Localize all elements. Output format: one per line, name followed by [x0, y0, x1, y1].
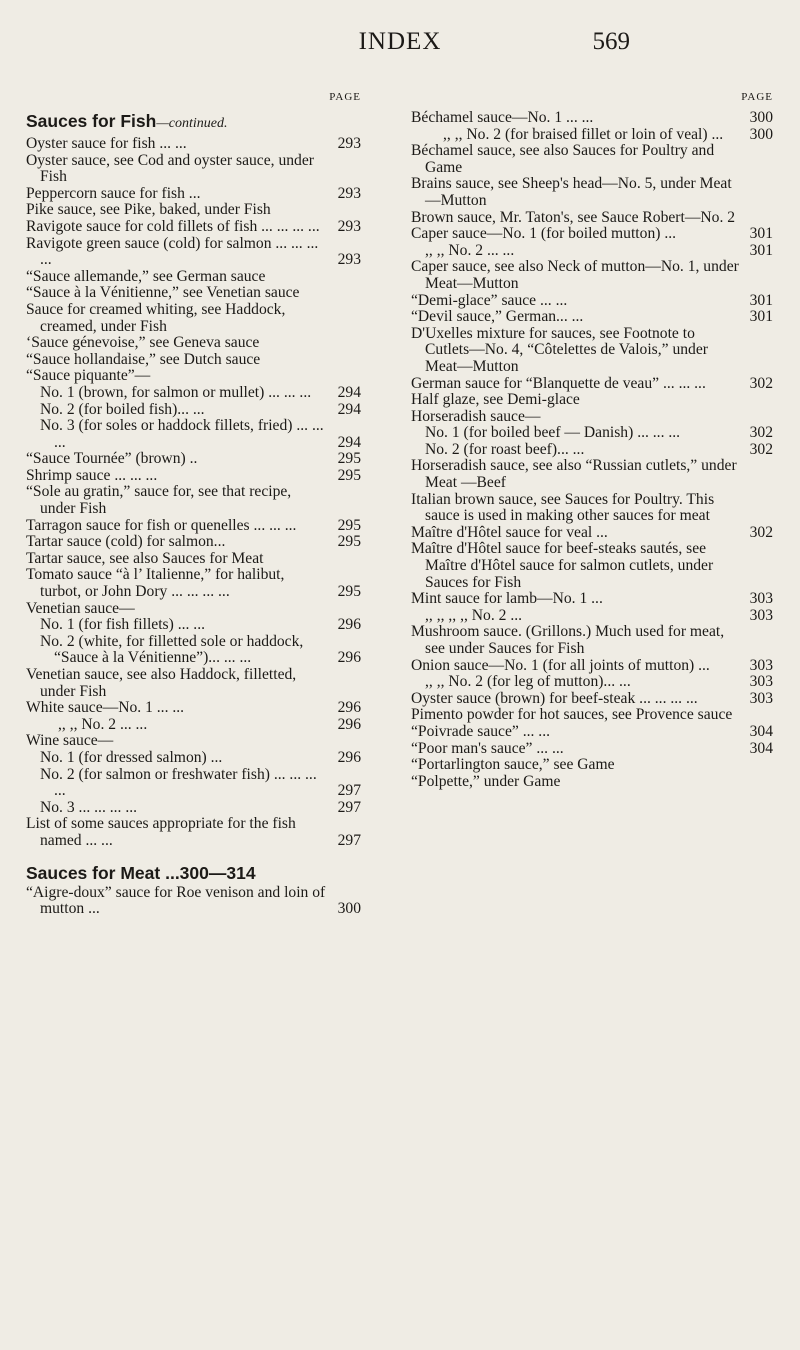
index-entry: [26, 667, 361, 700]
entry-text: ,, ,, No. 2 ... ...: [58, 715, 148, 733]
entry-text: Peppercorn sauce for fish ...: [26, 184, 201, 202]
index-entry: [411, 658, 773, 675]
entry-text: List of some sauces appropriate for the fish named ... ...: [26, 815, 296, 849]
entry-text: ‘Sauce génevoise,” see Geneva sauce: [26, 334, 260, 352]
entry-page: 297: [337, 782, 361, 800]
index-entry: [26, 885, 361, 918]
index-entry: [26, 385, 361, 402]
section-page-range: ...300—314: [165, 862, 256, 883]
entry-page: 296: [337, 748, 361, 766]
entry-page: 303: [749, 673, 773, 691]
index-entry: [26, 800, 361, 817]
entry-page: 293: [337, 135, 361, 152]
index-entry: [26, 285, 361, 302]
column-page-label: PAGE: [329, 91, 361, 103]
entry-text: Venetian sauce—: [26, 599, 135, 617]
entry-page: 301: [749, 308, 773, 326]
entry-text: Onion sauce—No. 1 (for all joints of mutton) ...: [411, 656, 710, 674]
index-entry: [411, 176, 773, 209]
entry-text: Brown sauce, Mr. Taton's, see Sauce Robert—No. 2: [411, 208, 736, 226]
index-entry: [26, 136, 361, 153]
entry-page: 295: [337, 516, 361, 534]
entry-text: No. 1 (for fish fillets) ... ...: [40, 616, 206, 634]
entry-page: 295: [337, 583, 361, 601]
index-entry: [411, 608, 773, 625]
index-entry: [411, 741, 773, 758]
entry-page: 303: [749, 656, 773, 674]
index-entry: [411, 110, 773, 127]
entry-page: 295: [337, 450, 361, 468]
entry-text: White sauce—No. 1 ... ...: [26, 699, 185, 717]
index-entry: [411, 707, 773, 724]
index-entry: [411, 243, 773, 260]
entry-text: Ravigote sauce for cold fillets of fish ... ... ... ...: [26, 217, 320, 235]
index-column-right: [411, 90, 773, 790]
entry-page: 304: [749, 739, 773, 757]
index-entry: [411, 492, 773, 525]
index-entry: [26, 700, 361, 717]
entry-page: 302: [749, 523, 773, 541]
entry-page: 293: [337, 251, 361, 269]
index-entry: [411, 409, 773, 426]
entry-page: 303: [749, 689, 773, 707]
index-entry: [26, 767, 361, 800]
entry-text: No. 1 (for dressed salmon) ...: [40, 748, 223, 766]
index-entry: [411, 458, 773, 491]
index-entry: [411, 326, 773, 376]
index-entry: [26, 202, 361, 219]
index-entry: [411, 674, 773, 691]
entry-text: Maître d'Hôtel sauce for beef-steaks sautés, see Maître d'Hôtel sauce for salmon cutlets, under Sauces for Fish: [411, 540, 714, 591]
entry-text: “Demi-glace” sauce ... ...: [411, 291, 568, 309]
entry-text: “Portarlington sauce,” see Game: [411, 756, 615, 774]
entry-page: 302: [749, 374, 773, 392]
index-entry: [411, 309, 773, 326]
index-entry: [411, 226, 773, 243]
entry-text: Caper sauce, see also Neck of mutton—No. 1, under Meat—Mutton: [411, 258, 739, 292]
entry-text: Oyster sauce for fish ... ...: [26, 135, 187, 152]
index-entry: [411, 210, 773, 227]
index-entry: [411, 127, 773, 144]
entry-text: Tartar sauce, see also Sauces for Meat: [26, 549, 264, 567]
index-entry: [26, 451, 361, 468]
index-entry: [26, 368, 361, 385]
index-entry: [26, 352, 361, 369]
entry-page: 297: [337, 798, 361, 816]
entry-text: No. 2 (for boiled fish)... ...: [40, 400, 205, 418]
entry-text: Caper sauce—No. 1 (for boiled mutton) ...: [411, 225, 677, 243]
index-entry: [411, 376, 773, 393]
entry-page: 294: [337, 383, 361, 401]
entry-text: Tarragon sauce for fish or quenelles ... ... ...: [26, 516, 297, 534]
index-entry: [26, 717, 361, 734]
entry-text: No. 1 (for boiled beef — Danish) ... ... ...: [425, 424, 681, 442]
index-entry: [411, 425, 773, 442]
entry-text: “Sauce allemande,” see German sauce: [26, 267, 266, 285]
entry-text: Ravigote green sauce (cold) for salmon ... ... ... ...: [26, 234, 319, 269]
index-entry: [411, 525, 773, 542]
entry-page: 296: [337, 699, 361, 717]
index-entry: [26, 816, 361, 849]
entry-page: 295: [337, 466, 361, 484]
index-entry: [411, 143, 773, 176]
index-entry: [411, 757, 773, 774]
entry-page: 301: [749, 291, 773, 309]
entry-text: Brains sauce, see Sheep's head—No. 5, under Meat—Mutton: [411, 175, 732, 209]
index-entry: [26, 534, 361, 551]
entry-text: Oyster sauce, see Cod and oyster sauce, under Fish: [26, 151, 314, 186]
entry-page: 296: [337, 616, 361, 634]
entry-text: “Poor man's sauce” ... ...: [411, 739, 564, 757]
index-entry: [26, 219, 361, 236]
index-entry: [411, 624, 773, 657]
entry-page: 293: [337, 184, 361, 202]
entry-page: 302: [749, 440, 773, 458]
index-entry: [26, 733, 361, 750]
entry-page: 297: [337, 831, 361, 849]
entry-page: 301: [749, 225, 773, 243]
entry-text: No. 2 (for roast beef)... ...: [425, 440, 585, 458]
entry-text: “Aigre-doux” sauce for Roe venison and loin of mutton ...: [26, 883, 326, 918]
index-entry: [411, 259, 773, 292]
index-entry: [26, 750, 361, 767]
section-title: Sauces for Fish: [26, 111, 157, 131]
index-entry: [26, 617, 361, 634]
index-entry: [411, 691, 773, 708]
entry-page: 293: [337, 217, 361, 235]
entry-page: 302: [749, 424, 773, 442]
entry-text: “Sauce Tournée” (brown) ..: [26, 450, 198, 468]
index-entry: [26, 335, 361, 352]
section-heading-meat: [26, 862, 361, 884]
index-entry: [26, 302, 361, 335]
entry-text: ,, ,, ,, ,, No. 2 ...: [425, 606, 523, 624]
index-entry: [411, 392, 773, 409]
index-entry: [411, 293, 773, 310]
entry-page: 294: [337, 433, 361, 451]
index-entry: [26, 269, 361, 286]
entry-text: Oyster sauce (brown) for beef-steak ... ... ... ...: [411, 689, 698, 707]
entry-text: Wine sauce—: [26, 732, 114, 750]
entry-text: Horseradish sauce—: [411, 407, 541, 425]
entry-text: Béchamel sauce—No. 1 ... ...: [411, 109, 594, 126]
index-column-left: [26, 90, 361, 918]
index-entry: [26, 418, 361, 451]
entry-page: 294: [337, 400, 361, 418]
entry-text: ,, ,, No. 2 (for leg of mutton)... ...: [425, 673, 631, 691]
entry-page: 296: [337, 649, 361, 667]
entry-page: 304: [749, 722, 773, 740]
index-entry: [411, 774, 773, 791]
page-title: INDEX: [358, 28, 442, 55]
index-entry: [26, 402, 361, 419]
section-title: Sauces for Meat: [26, 862, 161, 883]
entry-text: Pimento powder for hot sauces, see Provence sauce: [411, 706, 733, 724]
entry-text: No. 3 (for soles or haddock fillets, fried) ... ... ...: [40, 417, 324, 451]
index-entry: [26, 484, 361, 517]
page-header: [0, 22, 800, 62]
index-entry: [26, 567, 361, 600]
index-entry: [26, 186, 361, 203]
entry-page: 301: [749, 241, 773, 259]
entry-text: No. 2 (for salmon or freshwater fish) ... ... ... ...: [40, 765, 317, 800]
entry-text: Horseradish sauce, see also “Russian cutlets,” under Meat —Beef: [411, 457, 737, 492]
entry-text: No. 3 ... ... ... ...: [40, 798, 138, 816]
entry-page: 303: [749, 590, 773, 608]
entry-text: “Sole au gratin,” sauce for, see that recipe, under Fish: [26, 483, 292, 518]
index-entry: [411, 591, 773, 608]
index-entry: [26, 236, 361, 269]
entry-text: “Sauce hollandaise,” see Dutch sauce: [26, 350, 261, 368]
entry-text: “Sauce à la Vénitienne,” see Venetian sauce: [26, 284, 300, 302]
entry-text: “Polpette,” under Game: [411, 772, 561, 790]
section-heading-fish: [26, 110, 361, 135]
entry-text: Maître d'Hôtel sauce for veal ...: [411, 523, 608, 541]
index-entry: [26, 468, 361, 485]
entry-text: Pike sauce, see Pike, baked, under Fish: [26, 201, 271, 219]
index-entry: [26, 601, 361, 618]
entry-text: German sauce for “Blanquette de veau” ... ... ...: [411, 374, 706, 392]
entry-page: 300: [749, 125, 773, 143]
entry-text: “Sauce piquante”—: [26, 367, 151, 385]
entry-text: No. 1 (brown, for salmon or mullet) ... ... ...: [40, 383, 312, 401]
index-entry: [26, 551, 361, 568]
page-number: 569: [592, 28, 630, 55]
index-entry: [411, 442, 773, 459]
index-entry: [26, 153, 361, 186]
entry-text: No. 2 (white, for filletted sole or haddock, “Sauce à la Vénitienne”)... ... ...: [40, 632, 304, 667]
entry-page: 303: [749, 606, 773, 624]
entry-text: “Devil sauce,” German... ...: [411, 308, 584, 326]
entry-text: Shrimp sauce ... ... ...: [26, 466, 158, 484]
entry-text: D'Uxelles mixture for sauces, see Footnote to Cutlets—No. 4, “Côtelettes de Valois,” under Meat—Mutton: [411, 324, 708, 375]
entry-page: 300: [337, 900, 361, 918]
entry-text: Half glaze, see Demi-glace: [411, 391, 580, 409]
entry-page: 295: [337, 533, 361, 551]
index-entry: [26, 634, 361, 667]
entry-page: 296: [337, 715, 361, 733]
index-entry: [411, 724, 773, 741]
column-page-label: PAGE: [741, 91, 773, 103]
entry-text: ,, ,, No. 2 (for braised fillet or loin of veal) ...: [443, 125, 724, 143]
entry-text: Tartar sauce (cold) for salmon...: [26, 533, 226, 551]
index-entry: [26, 518, 361, 535]
entry-text: Italian brown sauce, see Sauces for Poultry. This sauce is used in making other sauces for meat: [411, 490, 715, 525]
section-continued: —continued.: [156, 116, 228, 131]
index-entry: [411, 541, 773, 591]
entry-text: ,, ,, No. 2 ... ...: [425, 241, 515, 259]
entry-text: Béchamel sauce, see also Sauces for Poultry and Game: [411, 142, 715, 176]
entry-text: Venetian sauce, see also Haddock, filletted, under Fish: [26, 666, 297, 700]
entry-text: Mushroom sauce. (Grillons.) Much used for meat, see under Sauces for Fish: [411, 623, 725, 657]
entry-text: Tomato sauce “à l’ Italienne,” for halibut, turbot, or John Dory ... ... ... ...: [26, 566, 285, 601]
entry-text: “Poivrade sauce” ... ...: [411, 722, 550, 740]
entry-page: 300: [749, 109, 773, 126]
entry-text: Sauce for creamed whiting, see Haddock, creamed, under Fish: [26, 300, 286, 335]
entry-text: Mint sauce for lamb—No. 1 ...: [411, 590, 603, 608]
